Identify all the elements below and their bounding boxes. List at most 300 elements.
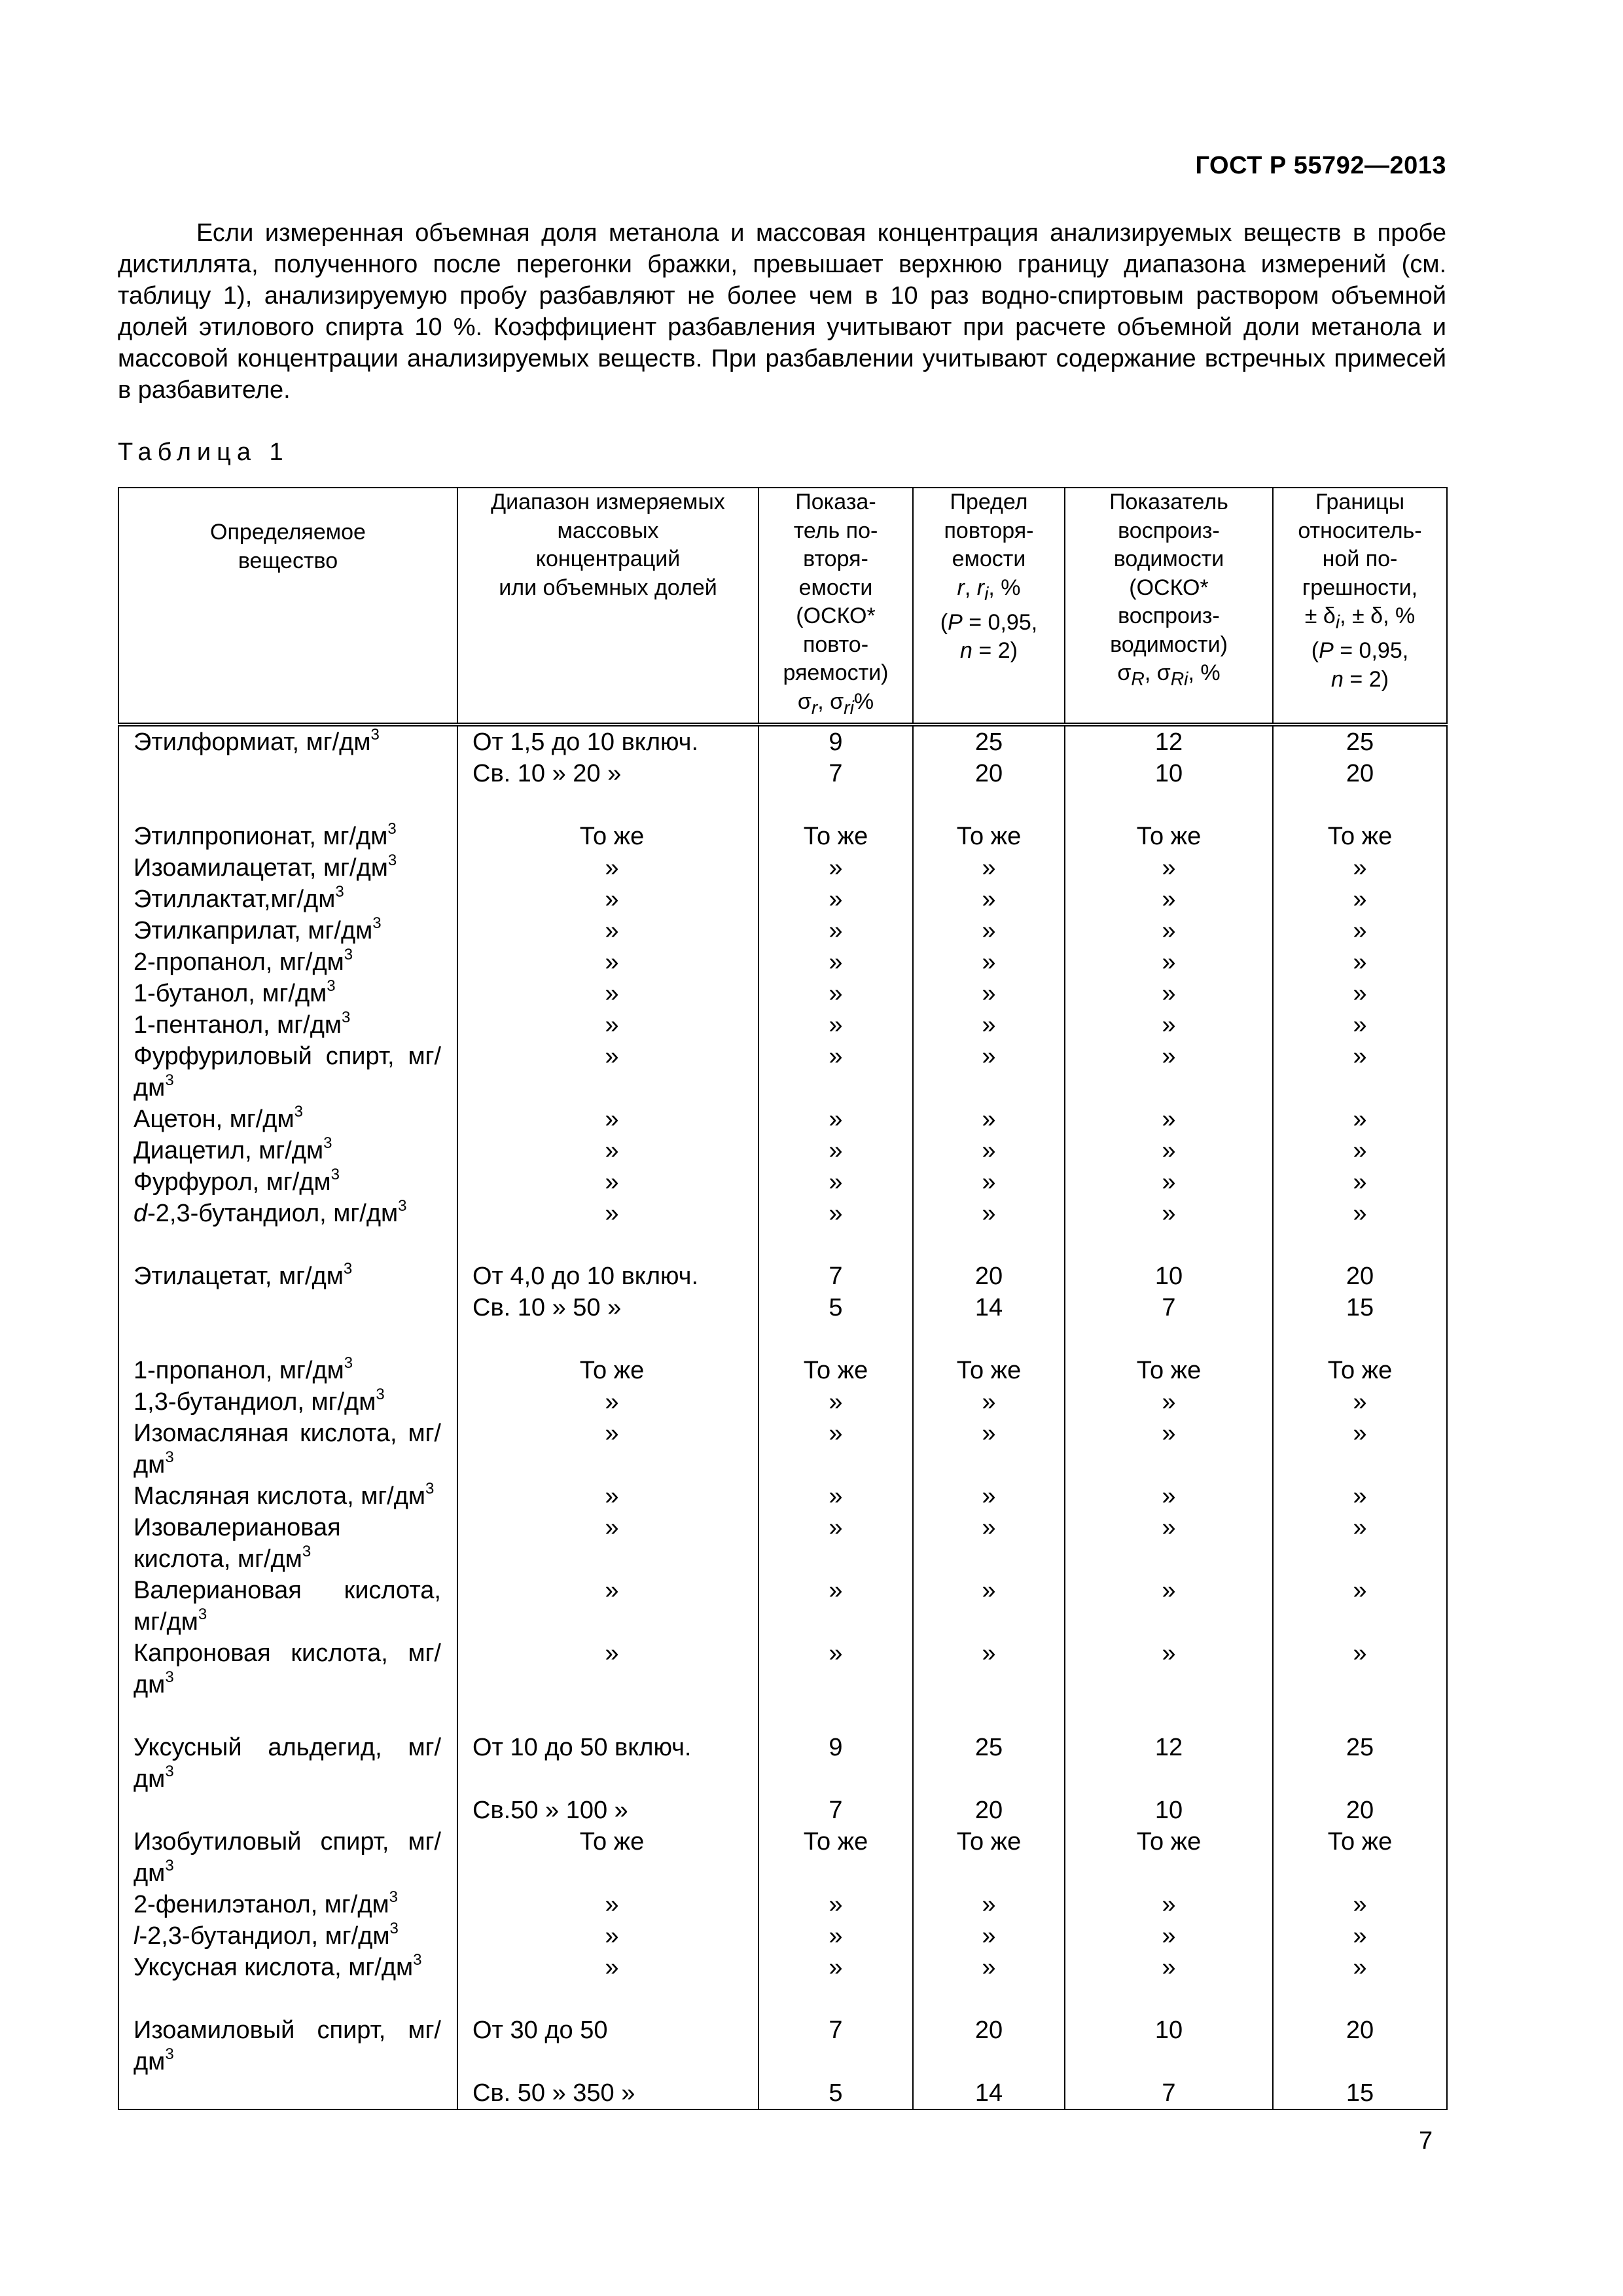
error-bounds-cell: » xyxy=(1273,1512,1447,1575)
reproducibility-index-cell: » xyxy=(1065,1575,1273,1638)
unit-exponent: 3 xyxy=(165,1763,174,1781)
error-bounds-cell: » xyxy=(1273,915,1447,946)
substance-cell xyxy=(118,1386,457,1418)
error-bounds-cell: » xyxy=(1273,884,1447,915)
error-bounds-cell: 15 xyxy=(1273,1292,1447,1323)
table-row xyxy=(118,1795,1447,1826)
substance-name: 1-пентанол, мг/дм xyxy=(134,1011,342,1039)
reproducibility-index-cell: » xyxy=(1065,1198,1273,1229)
table-row xyxy=(118,1826,1447,1889)
repeatability-index-cell: 9 xyxy=(758,1732,913,1795)
substance-cell xyxy=(118,1418,457,1480)
repeatability-limit-cell: То же xyxy=(913,1355,1065,1386)
substance-cell xyxy=(118,1135,457,1166)
table-row xyxy=(118,2015,1447,2077)
range-cell: » xyxy=(457,1135,758,1166)
substance-cell xyxy=(118,1041,457,1103)
repeatability-index-cell: » xyxy=(758,1041,913,1103)
table-row xyxy=(118,1732,1447,1795)
substance-cell xyxy=(118,758,457,789)
table-row xyxy=(118,1386,1447,1418)
repeatability-index-cell: » xyxy=(758,1575,913,1638)
reproducibility-index-cell: » xyxy=(1065,1418,1273,1480)
repeatability-index-cell: То же xyxy=(758,1355,913,1386)
reproducibility-index-cell: 12 xyxy=(1065,1732,1273,1795)
unit-exponent: 3 xyxy=(344,946,353,964)
error-bounds-cell: 20 xyxy=(1273,2015,1447,2077)
substance-cell xyxy=(118,1355,457,1386)
repeatability-index-cell: » xyxy=(758,1166,913,1198)
substance-cell xyxy=(118,978,457,1009)
repeatability-limit-cell: » xyxy=(913,946,1065,978)
repeatability-limit-cell: 14 xyxy=(913,2077,1065,2109)
group-spacer xyxy=(118,1983,1447,2015)
table-row xyxy=(118,1512,1447,1575)
range-cell: » xyxy=(457,946,758,978)
substance-name: Изомасляная кислота, мг/дм xyxy=(134,1419,441,1479)
repeatability-limit-cell: » xyxy=(913,978,1065,1009)
spacer-cell xyxy=(758,1229,913,1261)
substance-name: Капроновая кислота, мг/дм xyxy=(134,1639,441,1698)
range-cell: То же xyxy=(457,821,758,852)
unit-exponent: 3 xyxy=(376,1386,385,1404)
reproducibility-index-cell: 10 xyxy=(1065,758,1273,789)
reproducibility-index-cell: » xyxy=(1065,1386,1273,1418)
error-bounds-cell: » xyxy=(1273,852,1447,884)
spacer-cell xyxy=(1065,789,1273,821)
substance-cell xyxy=(118,1292,457,1323)
table-row xyxy=(118,1135,1447,1166)
reproducibility-index-cell: » xyxy=(1065,1512,1273,1575)
error-bounds-cell: » xyxy=(1273,1041,1447,1103)
table-row xyxy=(118,884,1447,915)
table-header-row xyxy=(118,488,1447,725)
unit-exponent: 3 xyxy=(294,1103,303,1121)
reproducibility-index-cell: » xyxy=(1065,1920,1273,1952)
unit-exponent: 3 xyxy=(372,914,382,933)
reproducibility-index-cell: » xyxy=(1065,1009,1273,1041)
substance-cell xyxy=(118,725,457,758)
range-cell: От 4,0 до 10 включ. xyxy=(457,1261,758,1292)
unit-exponent: 3 xyxy=(389,1920,399,1938)
spacer-cell xyxy=(913,1323,1065,1355)
repeatability-limit-cell: » xyxy=(913,915,1065,946)
substance-name: Фурфурол, мг/дм xyxy=(134,1168,331,1196)
range-cell: » xyxy=(457,1512,758,1575)
table-row xyxy=(118,946,1447,978)
reproducibility-index-cell: То же xyxy=(1065,1826,1273,1889)
table-row xyxy=(118,1355,1447,1386)
repeatability-limit-cell: 14 xyxy=(913,1292,1065,1323)
reproducibility-index-cell: » xyxy=(1065,1480,1273,1512)
spacer-cell xyxy=(913,1229,1065,1261)
spacer-cell xyxy=(118,789,457,821)
unit-exponent: 3 xyxy=(165,1668,174,1687)
range-cell: От 1,5 до 10 включ. xyxy=(457,725,758,758)
substance-name: l-2,3-бутандиол, мг/дм xyxy=(134,1922,390,1950)
unit-exponent: 3 xyxy=(342,1009,351,1027)
range-cell: » xyxy=(457,1009,758,1041)
repeatability-limit-cell: 20 xyxy=(913,2015,1065,2077)
table-row xyxy=(118,1261,1447,1292)
repeatability-limit-cell: » xyxy=(913,1009,1065,1041)
table-row xyxy=(118,915,1447,946)
table-row xyxy=(118,1418,1447,1480)
range-cell: Св. 10 » 50 » xyxy=(457,1292,758,1323)
reproducibility-index-cell: » xyxy=(1065,915,1273,946)
substance-name: 1-пропанол, мг/дм xyxy=(134,1356,344,1384)
error-bounds-cell: » xyxy=(1273,946,1447,978)
range-cell: Св. 10 » 20 » xyxy=(457,758,758,789)
repeatability-limit-cell: » xyxy=(913,1480,1065,1512)
unit-exponent: 3 xyxy=(165,1448,174,1467)
repeatability-limit-cell: » xyxy=(913,1166,1065,1198)
range-cell: » xyxy=(457,915,758,946)
substance-cell xyxy=(118,1889,457,1920)
substance-name: Этилкаприлат, мг/дм xyxy=(134,916,373,944)
reproducibility-index-cell: 10 xyxy=(1065,1795,1273,1826)
unit-exponent: 3 xyxy=(413,1951,422,1969)
table-row xyxy=(118,1198,1447,1229)
unit-exponent: 3 xyxy=(398,1197,407,1215)
range-cell: » xyxy=(457,852,758,884)
spacer-cell xyxy=(913,1983,1065,2015)
spacer-cell xyxy=(913,789,1065,821)
spacer-cell xyxy=(457,1323,758,1355)
range-cell: От 30 до 50 xyxy=(457,2015,758,2077)
header-repeatability-index: Показа- тель по- вторя- емости (ОСКО* повто- ряемости) $\sigma_r$, $\sigma_{ri}\%$ xyxy=(758,488,913,725)
substance-name: Валериановая кислота, мг/дм xyxy=(134,1576,441,1636)
repeatability-index-cell: » xyxy=(758,946,913,978)
repeatability-index-cell: 7 xyxy=(758,758,913,789)
table-row xyxy=(118,1041,1447,1103)
repeatability-limit-cell: То же xyxy=(913,1826,1065,1889)
unit-exponent: 3 xyxy=(387,820,397,838)
repeatability-limit-cell: 20 xyxy=(913,1795,1065,1826)
range-cell: То же xyxy=(457,1355,758,1386)
table-row xyxy=(118,821,1447,852)
repeatability-limit-cell: 25 xyxy=(913,1732,1065,1795)
repeatability-index-cell: 7 xyxy=(758,1261,913,1292)
substance-cell xyxy=(118,1480,457,1512)
error-bounds-cell: 15 xyxy=(1273,2077,1447,2109)
spacer-cell xyxy=(758,1700,913,1732)
table-row xyxy=(118,978,1447,1009)
repeatability-index-cell: » xyxy=(758,1480,913,1512)
repeatability-limit-cell: » xyxy=(913,1135,1065,1166)
reproducibility-index-cell: » xyxy=(1065,978,1273,1009)
unit-exponent: 3 xyxy=(165,1857,174,1875)
repeatability-limit-cell: » xyxy=(913,1041,1065,1103)
spacer-cell xyxy=(758,1323,913,1355)
reproducibility-index-cell: То же xyxy=(1065,1355,1273,1386)
error-bounds-cell: То же xyxy=(1273,821,1447,852)
unit-exponent: 3 xyxy=(198,1605,207,1624)
repeatability-index-cell: » xyxy=(758,1512,913,1575)
repeatability-limit-cell: 20 xyxy=(913,758,1065,789)
substance-name: 1,3-бутандиол, мг/дм xyxy=(134,1388,376,1416)
repeatability-index-cell: » xyxy=(758,1418,913,1480)
substance-cell xyxy=(118,1920,457,1952)
unit-exponent: 3 xyxy=(335,883,344,901)
range-cell: » xyxy=(457,1638,758,1700)
substance-name: Изоамилацетат, мг/дм xyxy=(134,853,388,882)
repeatability-limit-cell: » xyxy=(913,1952,1065,1983)
unit-exponent: 3 xyxy=(165,2045,174,2064)
repeatability-limit-cell: 25 xyxy=(913,725,1065,758)
error-bounds-cell: » xyxy=(1273,1575,1447,1638)
substance-name: Этилацетат, мг/дм xyxy=(134,1262,344,1290)
spacer-cell xyxy=(1273,1700,1447,1732)
reproducibility-index-cell: » xyxy=(1065,1135,1273,1166)
repeatability-index-cell: » xyxy=(758,884,913,915)
repeatability-index-cell: » xyxy=(758,1135,913,1166)
table-row xyxy=(118,1009,1447,1041)
reproducibility-index-cell: 7 xyxy=(1065,1292,1273,1323)
spacer-cell xyxy=(1273,1983,1447,2015)
header-substance: Определяемое вещество xyxy=(118,488,457,725)
unit-exponent: 3 xyxy=(344,1354,353,1372)
error-bounds-cell: » xyxy=(1273,1418,1447,1480)
substance-cell xyxy=(118,1261,457,1292)
repeatability-index-cell: 7 xyxy=(758,1795,913,1826)
substance-cell xyxy=(118,2015,457,2077)
repeatability-index-cell: » xyxy=(758,1103,913,1135)
table-row xyxy=(118,852,1447,884)
table-row xyxy=(118,1920,1447,1952)
reproducibility-index-cell: » xyxy=(1065,1889,1273,1920)
unit-exponent: 3 xyxy=(327,977,336,996)
substance-cell xyxy=(118,1575,457,1638)
substance-cell xyxy=(118,1166,457,1198)
reproducibility-index-cell: 7 xyxy=(1065,2077,1273,2109)
unit-exponent: 3 xyxy=(387,852,397,870)
range-cell: Св.50 » 100 » xyxy=(457,1795,758,1826)
range-cell: » xyxy=(457,1952,758,1983)
results-table xyxy=(118,487,1448,2110)
range-cell: » xyxy=(457,1041,758,1103)
spacer-cell xyxy=(118,1229,457,1261)
reproducibility-index-cell: » xyxy=(1065,884,1273,915)
repeatability-limit-cell: 20 xyxy=(913,1261,1065,1292)
error-bounds-cell: » xyxy=(1273,1166,1447,1198)
table-row xyxy=(118,1103,1447,1135)
spacer-cell xyxy=(1273,789,1447,821)
repeatability-limit-cell: » xyxy=(913,1889,1065,1920)
error-bounds-cell: 25 xyxy=(1273,725,1447,758)
substance-cell xyxy=(118,821,457,852)
repeatability-index-cell: » xyxy=(758,1009,913,1041)
substance-cell xyxy=(118,1638,457,1700)
range-cell: » xyxy=(457,978,758,1009)
reproducibility-index-cell: То же xyxy=(1065,821,1273,852)
substance-name: Изобутиловый спирт, мг/дм xyxy=(134,1827,441,1887)
range-cell: » xyxy=(457,884,758,915)
substance-name: Ацетон, мг/дм xyxy=(134,1105,294,1133)
substance-cell xyxy=(118,2077,457,2109)
repeatability-index-cell: 7 xyxy=(758,2015,913,2077)
substance-cell xyxy=(118,1952,457,1983)
reproducibility-index-cell: » xyxy=(1065,1103,1273,1135)
repeatability-index-cell: » xyxy=(758,915,913,946)
reproducibility-index-cell: » xyxy=(1065,1041,1273,1103)
unit-exponent: 3 xyxy=(165,1071,174,1090)
error-bounds-cell: 20 xyxy=(1273,1261,1447,1292)
substance-name: Этиллактат,мг/дм xyxy=(134,885,336,913)
unit-exponent: 3 xyxy=(302,1543,312,1561)
error-bounds-cell: » xyxy=(1273,1009,1447,1041)
reproducibility-index-cell: » xyxy=(1065,1166,1273,1198)
reproducibility-index-cell: 10 xyxy=(1065,1261,1273,1292)
repeatability-limit-cell: » xyxy=(913,1512,1065,1575)
range-cell: » xyxy=(457,1480,758,1512)
substance-cell xyxy=(118,1732,457,1795)
reproducibility-index-cell: » xyxy=(1065,1952,1273,1983)
spacer-cell xyxy=(1273,1323,1447,1355)
unit-exponent: 3 xyxy=(330,1166,340,1184)
range-cell: То же xyxy=(457,1826,758,1889)
header-reproducibility-index: Показатель воспроиз- водимости (ОСКО* воспроиз- водимости) $\sigma_R$, $\sigma_{Ri}$, % xyxy=(1065,488,1273,725)
range-cell: » xyxy=(457,1920,758,1952)
repeatability-index-cell: 9 xyxy=(758,725,913,758)
substance-name: Уксусный альдегид, мг/дм xyxy=(134,1733,441,1793)
table-row xyxy=(118,1166,1447,1198)
spacer-cell xyxy=(758,1983,913,2015)
header-repeatability-limit: Предел повторя- емости r, $r_i$, % (P = 0,95, n = 2) xyxy=(913,488,1065,725)
substance-cell xyxy=(118,1512,457,1575)
range-cell: Св. 50 » 350 » xyxy=(457,2077,758,2109)
repeatability-index-cell: » xyxy=(758,978,913,1009)
repeatability-index-cell: То же xyxy=(758,1826,913,1889)
substance-cell xyxy=(118,884,457,915)
error-bounds-cell: » xyxy=(1273,1920,1447,1952)
repeatability-index-cell: » xyxy=(758,1889,913,1920)
range-cell: » xyxy=(457,1889,758,1920)
repeatability-index-cell: » xyxy=(758,1952,913,1983)
spacer-cell xyxy=(1065,1323,1273,1355)
spacer-cell xyxy=(457,1700,758,1732)
spacer-cell xyxy=(1065,1229,1273,1261)
repeatability-limit-cell: » xyxy=(913,1920,1065,1952)
table-caption: Таблица 1 xyxy=(118,439,289,466)
error-bounds-cell: 20 xyxy=(1273,1795,1447,1826)
reproducibility-index-cell: » xyxy=(1065,946,1273,978)
unit-exponent: 3 xyxy=(323,1134,332,1153)
spacer-cell xyxy=(913,1700,1065,1732)
table-row xyxy=(118,1889,1447,1920)
repeatability-limit-cell: » xyxy=(913,1418,1065,1480)
range-cell: » xyxy=(457,1166,758,1198)
substance-cell xyxy=(118,946,457,978)
table-row xyxy=(118,1292,1447,1323)
table-row xyxy=(118,758,1447,789)
error-bounds-cell: » xyxy=(1273,1638,1447,1700)
repeatability-index-cell: » xyxy=(758,1198,913,1229)
substance-name: Изоамиловый спирт, мг/дм xyxy=(134,2016,441,2075)
substance-cell xyxy=(118,915,457,946)
range-cell: » xyxy=(457,1198,758,1229)
substance-cell xyxy=(118,1103,457,1135)
header-error-bounds: Границы относитель- ной по- грешности, ± $\delta_i$, ± δ, % (P = 0,95, n = 2) xyxy=(1273,488,1447,725)
substance-name: 1-бутанол, мг/дм xyxy=(134,979,327,1007)
reproducibility-index-cell: » xyxy=(1065,852,1273,884)
error-bounds-cell: » xyxy=(1273,1198,1447,1229)
error-bounds-cell: » xyxy=(1273,1135,1447,1166)
error-bounds-cell: 25 xyxy=(1273,1732,1447,1795)
substance-name: Фурфуриловый спирт, мг/дм xyxy=(134,1042,441,1102)
header-range: Диапазон измеряемых массовых концентраций или объемных долей xyxy=(457,488,758,725)
unit-exponent: 3 xyxy=(389,1888,399,1907)
table-row xyxy=(118,1952,1447,1983)
table-row xyxy=(118,2077,1447,2109)
repeatability-index-cell: » xyxy=(758,1920,913,1952)
table-row xyxy=(118,1638,1447,1700)
table-row xyxy=(118,725,1447,758)
substance-name: 2-фенилэтанол, мг/дм xyxy=(134,1890,389,1918)
document-id-header: ГОСТ Р 55792—2013 xyxy=(1195,152,1446,179)
spacer-cell xyxy=(457,1229,758,1261)
substance-name: d-2,3-бутандиол, мг/дм xyxy=(134,1199,399,1227)
error-bounds-cell: То же xyxy=(1273,1826,1447,1889)
repeatability-index-cell: » xyxy=(758,1386,913,1418)
substance-name: Масляная кислота, мг/дм xyxy=(134,1482,426,1510)
unit-exponent: 3 xyxy=(425,1480,435,1498)
substance-cell xyxy=(118,852,457,884)
group-spacer xyxy=(118,789,1447,821)
group-spacer xyxy=(118,1323,1447,1355)
table-row xyxy=(118,1575,1447,1638)
repeatability-index-cell: 5 xyxy=(758,1292,913,1323)
error-bounds-cell: » xyxy=(1273,978,1447,1009)
unit-exponent: 3 xyxy=(370,726,380,744)
repeatability-limit-cell: » xyxy=(913,1386,1065,1418)
repeatability-index-cell: То же xyxy=(758,821,913,852)
spacer-cell xyxy=(118,1700,457,1732)
group-spacer xyxy=(118,1229,1447,1261)
repeatability-limit-cell: То же xyxy=(913,821,1065,852)
repeatability-index-cell: » xyxy=(758,1638,913,1700)
repeatability-limit-cell: » xyxy=(913,1638,1065,1700)
range-cell: » xyxy=(457,1418,758,1480)
intro-paragraph: Если измеренная объемная доля метанола и массовая концентрация анализируемых веществ в пробе дистиллята, полученного после перегонки бражки, превышает верхнюю границу диапазона измерений (см. таблицу 1), анализируемую пробу разбавляют не более чем в 10 раз водно-спиртовым раствором объемной долей этилового спирта 10 %. Коэффициент разбавления учитывают при расчете объемной доли метанола и массовой концентрации анализируемых веществ. При разбавлении учитывают содержание встречных примесей в разбавителе. xyxy=(118,219,1446,404)
error-bounds-cell: 20 xyxy=(1273,758,1447,789)
range-cell: От 10 до 50 включ. xyxy=(457,1732,758,1795)
table-body xyxy=(118,725,1447,2109)
spacer-cell xyxy=(1065,1983,1273,2015)
substance-cell xyxy=(118,1198,457,1229)
substance-name: Изовалериановая кислота, мг/дм xyxy=(134,1513,341,1573)
repeatability-limit-cell: » xyxy=(913,852,1065,884)
substance-name: Этилформиат, мг/дм xyxy=(134,728,371,756)
spacer-cell xyxy=(1273,1229,1447,1261)
reproducibility-index-cell: 12 xyxy=(1065,725,1273,758)
range-cell: » xyxy=(457,1103,758,1135)
range-cell: » xyxy=(457,1575,758,1638)
spacer-cell xyxy=(758,789,913,821)
reproducibility-index-cell: » xyxy=(1065,1638,1273,1700)
substance-name: Диацетил, мг/дм xyxy=(134,1136,324,1164)
group-spacer xyxy=(118,1700,1447,1732)
substance-cell xyxy=(118,1009,457,1041)
spacer-cell xyxy=(118,1983,457,2015)
spacer-cell xyxy=(1065,1700,1273,1732)
range-cell: » xyxy=(457,1386,758,1418)
spacer-cell xyxy=(457,789,758,821)
substance-cell xyxy=(118,1826,457,1889)
spacer-cell xyxy=(457,1983,758,2015)
repeatability-limit-cell: » xyxy=(913,1198,1065,1229)
repeatability-limit-cell: » xyxy=(913,884,1065,915)
